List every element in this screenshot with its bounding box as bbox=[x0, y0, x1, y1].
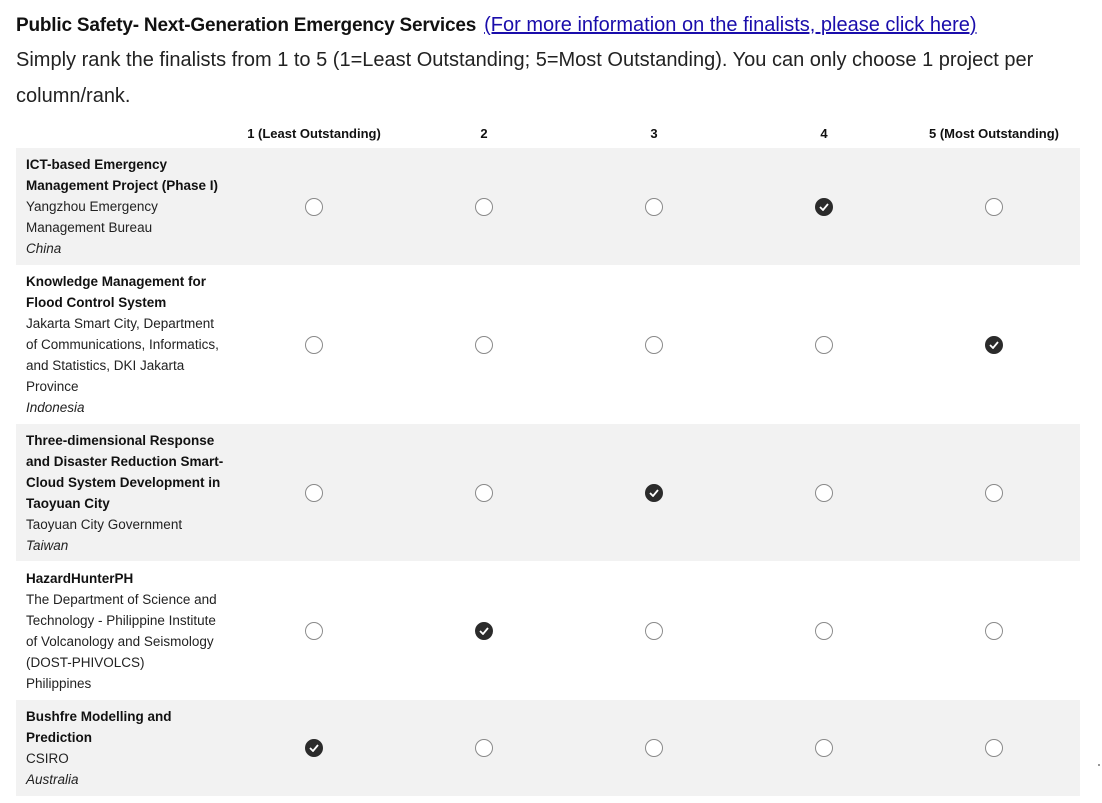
rank-4-radio[interactable] bbox=[815, 484, 833, 502]
rank-5-radio[interactable] bbox=[985, 739, 1003, 757]
rank-4-radio[interactable] bbox=[815, 198, 833, 216]
matrix-row bbox=[16, 148, 1080, 265]
question-title: Public Safety- Next-Generation Emergency Services bbox=[16, 15, 477, 36]
rank-1-radio[interactable] bbox=[305, 198, 323, 216]
rank-3-radio[interactable] bbox=[645, 739, 663, 757]
rank-3-radio[interactable] bbox=[645, 198, 663, 216]
project-organization: The Department of Science and Technology - Philippine Institute of Volcanology and Seismology (DOST-PHIVOLCS) bbox=[26, 591, 217, 670]
rank-4-radio[interactable] bbox=[815, 622, 833, 640]
rank-3-radio[interactable] bbox=[645, 484, 663, 502]
rank-5-radio[interactable] bbox=[985, 198, 1003, 216]
rank-5-radio[interactable] bbox=[985, 484, 1003, 502]
rank-3-radio[interactable] bbox=[645, 336, 663, 354]
rank-1-radio[interactable] bbox=[305, 622, 323, 640]
project-country: China bbox=[26, 241, 62, 256]
rank-5-radio[interactable] bbox=[985, 622, 1003, 640]
rank-4-radio[interactable] bbox=[815, 739, 833, 757]
rank-5-radio[interactable] bbox=[985, 336, 1003, 354]
project-country: Taiwan bbox=[26, 537, 69, 553]
rank-3-radio[interactable] bbox=[645, 622, 663, 640]
project-title: Bushfre Modelling and Prediction bbox=[26, 709, 172, 745]
stray-dot bbox=[1098, 764, 1100, 766]
row-label bbox=[16, 702, 229, 794]
row-label bbox=[16, 267, 229, 422]
rank-2-radio[interactable] bbox=[475, 336, 493, 354]
project-title: Three-dimensional Response and Disaster Reduction Smart-Cloud System Development in Taoyuan City bbox=[26, 432, 224, 511]
rank-4-radio[interactable] bbox=[815, 336, 833, 354]
ranking-matrix bbox=[16, 118, 1080, 796]
instructions: Simply rank the finalists from 1 to 5 (1=Least Outstanding; 5=Most Outstanding). You can only choose 1 project per column/rank. bbox=[16, 49, 1034, 107]
rank-1-radio[interactable] bbox=[305, 336, 323, 354]
rank-2-radio[interactable] bbox=[475, 484, 493, 502]
column-header-5: 5 (Most Outstanding) bbox=[929, 125, 1059, 141]
title-line bbox=[16, 10, 1092, 41]
matrix-row bbox=[16, 424, 1080, 561]
project-country: Indonesia bbox=[26, 400, 85, 415]
column-header-2: 2 bbox=[480, 125, 488, 141]
column-header-4: 4 bbox=[820, 125, 828, 141]
project-organization: CSIRO bbox=[26, 751, 69, 766]
project-title: HazardHunterPH bbox=[26, 570, 134, 586]
row-label bbox=[16, 426, 229, 560]
project-organization: Jakarta Smart City, Department of Communications, Informatics, and Statistics, DKI Jakarta Province bbox=[26, 316, 219, 394]
column-headers bbox=[16, 118, 1080, 148]
matrix-row bbox=[16, 561, 1080, 700]
rank-2-radio[interactable] bbox=[475, 739, 493, 757]
project-title: Knowledge Management for Flood Control System bbox=[26, 274, 207, 310]
project-organization: Yangzhou Emergency Management Bureau bbox=[26, 199, 158, 235]
rank-1-radio[interactable] bbox=[305, 739, 323, 757]
project-organization: Taoyuan City Government bbox=[26, 516, 183, 532]
rank-2-radio[interactable] bbox=[475, 622, 493, 640]
rank-1-radio[interactable] bbox=[305, 484, 323, 502]
project-country: Philippines bbox=[26, 675, 92, 691]
question-header bbox=[16, 10, 1092, 114]
column-header-1: 1 (Least Outstanding) bbox=[247, 125, 381, 141]
row-label bbox=[16, 564, 229, 698]
project-country: Australia bbox=[26, 772, 79, 787]
matrix-row bbox=[16, 700, 1080, 796]
row-label bbox=[16, 150, 229, 263]
matrix-row bbox=[16, 265, 1080, 424]
rank-2-radio[interactable] bbox=[475, 198, 493, 216]
project-title: ICT-based Emergency Management Project (Phase I) bbox=[26, 157, 219, 193]
finalists-info-link[interactable]: (For more information on the finalists, please click here) bbox=[484, 14, 977, 36]
column-header-3: 3 bbox=[650, 125, 658, 141]
